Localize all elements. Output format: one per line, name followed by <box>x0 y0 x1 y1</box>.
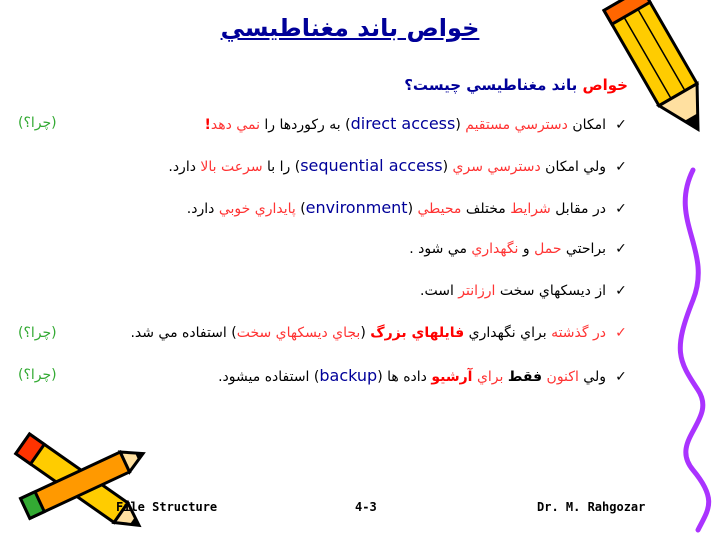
slide-subtitle <box>404 76 628 94</box>
bullet-text: ( <box>407 201 418 217</box>
bullet-text: دسترسي مستقيم <box>465 117 568 133</box>
why-note: (چرا؟) <box>18 115 57 131</box>
bullet-item <box>18 197 628 218</box>
bullet-text: ! <box>204 117 211 133</box>
bullet-text: آرشيو <box>431 369 473 385</box>
bullet-text: backup <box>319 366 378 385</box>
bullet-text: داده ها ( <box>377 369 432 385</box>
bullet-text: ( <box>360 325 371 341</box>
bullet-text: ( <box>455 117 466 133</box>
bullet-text: ) استفاده مي شد. <box>130 325 237 341</box>
bullet-text: شرايط <box>510 201 551 217</box>
bullet-text: اكنون <box>546 369 579 385</box>
bullet-text: نمي دهد <box>210 117 260 133</box>
bullet-text: براي <box>476 369 504 385</box>
bullet-text: فقط <box>507 369 543 385</box>
footer-author: Dr. M. Rahgozar <box>537 500 646 514</box>
bullet-text: حمل <box>534 241 562 257</box>
bullet-text: مختلف <box>461 201 511 217</box>
bullet-item <box>18 323 628 344</box>
check-icon: ✓ <box>615 201 627 217</box>
bullet-item <box>18 281 628 302</box>
bullet-text: ولي <box>578 369 606 385</box>
bullet-text: فايلهاي بزرگ <box>370 325 465 341</box>
slide-title: خواص باند مغناطيسي <box>220 14 480 42</box>
subtitle-highlight: خواص <box>582 76 628 94</box>
bullet-text: در گذشته <box>551 325 606 341</box>
check-icon: ✓ <box>615 325 627 341</box>
bullet-text: environment <box>305 198 408 217</box>
bullet-text: براي نگهداري <box>464 325 552 341</box>
check-icon: ✓ <box>615 369 627 385</box>
bullet-text: direct access <box>350 114 456 133</box>
footer-page-number: 4-3 <box>355 500 377 514</box>
bullet-item <box>18 113 628 134</box>
check-icon: ✓ <box>615 283 627 299</box>
why-note: (چرا؟) <box>18 325 57 341</box>
bullet-item <box>18 365 628 386</box>
bullet-text: امكان <box>567 117 606 133</box>
footer-course: File Structure <box>116 500 218 514</box>
subtitle-rest: باند مغناطيسي چيست؟ <box>404 76 583 94</box>
check-icon: ✓ <box>615 159 627 175</box>
check-icon: ✓ <box>615 241 627 257</box>
bullet-text: ( <box>442 159 453 175</box>
bullet-text: از ديسكهاي سخت <box>495 283 606 299</box>
bullet-item <box>18 239 628 260</box>
bullet-text: sequential access <box>300 156 443 175</box>
bullet-text: دارد. <box>186 201 219 217</box>
why-note: (چرا؟) <box>18 367 57 383</box>
check-icon: ✓ <box>615 117 627 133</box>
bullet-text: نگهداري <box>471 241 519 257</box>
bullet-text: سرعت بالا <box>200 159 263 175</box>
bullet-text: محيطي <box>417 201 462 217</box>
bullet-text: ولي امكان <box>540 159 606 175</box>
bullet-text: ) به ركوردها را <box>259 117 351 133</box>
bullet-text: دسترسي سري <box>452 159 541 175</box>
bullet-text: ) <box>295 201 306 217</box>
bullet-text: بجاي ديسكهاي سخت <box>236 325 361 341</box>
bullet-text: است. <box>420 283 459 299</box>
bullet-text: براحتي <box>561 241 606 257</box>
bullet-text: دارد. <box>168 159 201 175</box>
bullet-text: ارزانتر <box>458 283 496 299</box>
bullet-text: ) را با <box>262 159 301 175</box>
bullet-text: و <box>518 241 535 257</box>
bullet-item <box>18 155 628 176</box>
bullet-text: پايداري خوبي <box>218 201 296 217</box>
bullet-list <box>18 113 628 407</box>
bullet-text: مي شود . <box>409 241 472 257</box>
bullet-text: ) استفاده ميشود. <box>218 369 320 385</box>
crossed-pencils-icon <box>0 428 160 540</box>
bullet-text: در مقابل <box>550 201 606 217</box>
